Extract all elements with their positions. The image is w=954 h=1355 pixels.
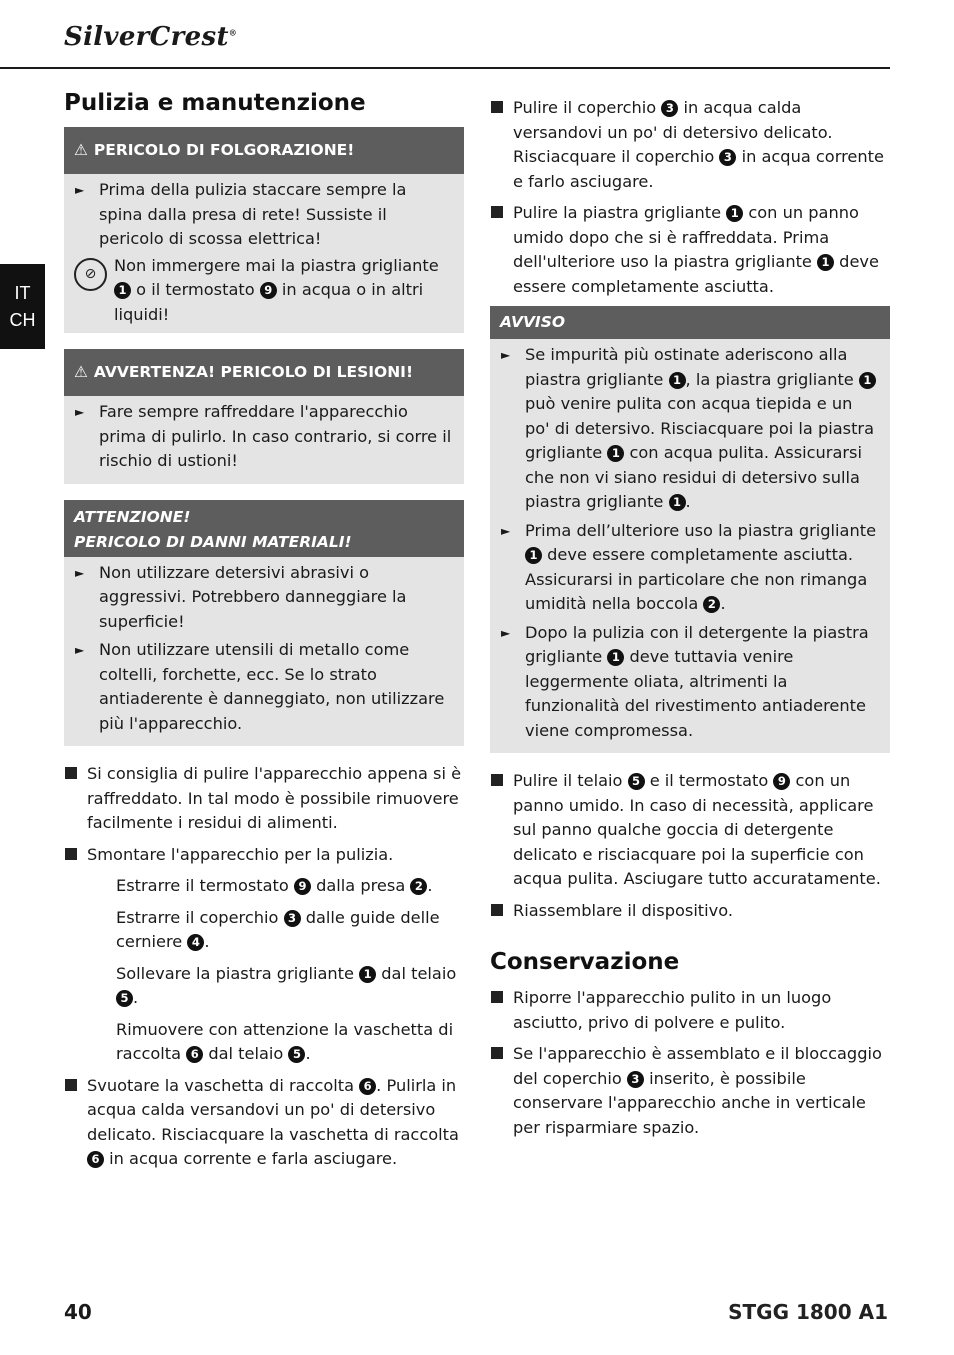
square-bullet-icon (491, 101, 503, 113)
warning-triangle-icon: ⚠ (74, 141, 88, 159)
arrow-bullet-icon: ► (501, 348, 511, 362)
square-bullet-icon (491, 1047, 503, 1059)
right-column (490, 96, 890, 1147)
sub-step: Estrarre il coperchio 3 dalle guide delle cerniere 4 . (116, 907, 440, 951)
list-item: Pulire la piastra grigliante 1 con un panno umido dopo che si è raffreddata. Prima dell'ulteriore uso la piastra grigliante 1 deve essere completamente asciutta. (490, 201, 890, 299)
notice-box (490, 306, 890, 753)
list-item: Se l'apparecchio è assemblato e il bloccaggio del coperchio 3 inserito, è possibile conservare l'apparecchio anche in verticale per risparmiare spazio. (490, 1042, 890, 1140)
language-tab: IT CH (0, 264, 45, 349)
arrow-bullet-icon: ► (501, 523, 511, 538)
square-bullet-icon (491, 774, 503, 786)
caution-title: ATTENZIONE! PERICOLO DI DANNI MATERIALI! (64, 500, 464, 557)
list-item: ► Fare sempre raffreddare l'apparecchio prima di pulirlo. In caso contrario, si corre il rischio di ustioni! (75, 402, 452, 470)
sub-step: Estrarre il termostato 9 dalla presa 2 . (116, 876, 433, 895)
sub-step: Sollevare la piastra grigliante 1 dal telaio 5 . (116, 963, 457, 1007)
list-item: ► Dopo la pulizia con il detergente la piastra grigliante 1 deve tuttavia venire leggermente oliata, altrimenti la funzionalità del rivestimento antiaderente viene compromessa. (501, 622, 869, 740)
list-item: Pulire il coperchio 3 in acqua calda versandovi un po' di detersivo delicato. Risciacquare il coperchio 3 in acqua corrente e farlo asciugare. (490, 96, 890, 194)
list-item: Riassemblare il dispositivo. (490, 899, 890, 924)
warning-title: ⚠ AVVERTENZA! PERICOLO DI LESIONI! (64, 349, 464, 396)
header-rule (0, 67, 890, 69)
square-bullet-icon (65, 848, 77, 860)
arrow-bullet-icon: ► (501, 625, 511, 640)
warning-title: ⚠ PERICOLO DI FOLGORAZIONE! (64, 127, 464, 174)
list-item: Riporre l'apparecchio pulito in un luogo asciutto, privo di polvere e pulito. (490, 986, 890, 1035)
warning-box-electric (64, 127, 464, 333)
list-item: Si consiglia di pulire l'apparecchio appena si è raffreddato. In tal modo è possibile rimuovere facilmente i residui di alimenti. (64, 762, 464, 836)
square-bullet-icon (491, 991, 503, 1003)
no-immerse-icon: ⊘ (74, 258, 107, 291)
list-item: ► Prima della pulizia staccare sempre la spina dalla presa di rete! Sussiste il pericolo di scossa elettrica! (75, 180, 407, 248)
model-number: STGG 1800 A1 (728, 1300, 888, 1324)
brand-logo: SilverCrest® (64, 22, 238, 52)
list-item: ► Non utilizzare detersivi abrasivi o aggressivi. Potrebbero danneggiare la superficie! (75, 562, 407, 631)
section-heading-cleaning: Pulizia e manutenzione (64, 90, 366, 116)
square-bullet-icon (65, 1079, 77, 1091)
left-column (64, 90, 464, 1179)
list-item: ► Se impurità più ostinate aderiscono alla piastra grigliante 1 , la piastra grigliante 1 può venire pulita con acqua tiepida e un po' di detersivo. Risciacquare poi la piastra grigliante 1 con acqua pulita. Assicurarsi che non vi siano residui di detersivo sulla piastra grigliante 1 . (501, 345, 874, 511)
no-immerse-note: ⊘ Non immergere mai la piastra grigliante 1 o il termostato 9 in acqua o in altri liquidi! (74, 254, 454, 328)
sub-step: Rimuovere con attenzione la vaschetta di raccolta 6 dal telaio 5 . (116, 1019, 454, 1063)
notice-title: AVVISO (490, 306, 890, 339)
list-item: Smontare l'apparecchio per la pulizia. (64, 843, 464, 868)
square-bullet-icon (491, 904, 503, 916)
list-item: Pulire il telaio 5 e il termostato 9 con un panno umido. In caso di necessità, applicare sul panno qualche goccia di detergente delicato e risciacquare poi la superficie con acqua pulita. Asciugare tutto accuratamente. (490, 769, 890, 892)
arrow-bullet-icon: ► (75, 183, 85, 197)
arrow-bullet-icon: ► (75, 643, 85, 657)
arrow-bullet-icon: ► (75, 565, 85, 580)
warning-triangle-icon: ⚠ (74, 363, 88, 381)
section-heading-storage: Conservazione (490, 949, 680, 975)
page-number: 40 (64, 1300, 92, 1324)
square-bullet-icon (491, 206, 503, 218)
warning-box-injury (64, 349, 464, 484)
list-item: ► Prima dell’ulteriore uso la piastra grigliante 1 deve essere completamente asciutta. Assicurarsi in particolare che non rimanga umidità nella boccola 2 . (501, 520, 877, 613)
list-item: ► Non utilizzare utensili di metallo come coltelli, forchette, ecc. Se lo strato antiaderente è danneggiato, non utilizzare più l'apparecchio. (75, 640, 445, 733)
list-item: Svuotare la vaschetta di raccolta 6 . Pulirla in acqua calda versandovi un po' di detersivo delicato. Risciacquare la vaschetta di raccolta 6 in acqua corrente e farla asciugare. (64, 1074, 464, 1172)
square-bullet-icon (65, 767, 77, 779)
caution-box-damage (64, 500, 464, 747)
arrow-bullet-icon: ► (75, 405, 85, 419)
